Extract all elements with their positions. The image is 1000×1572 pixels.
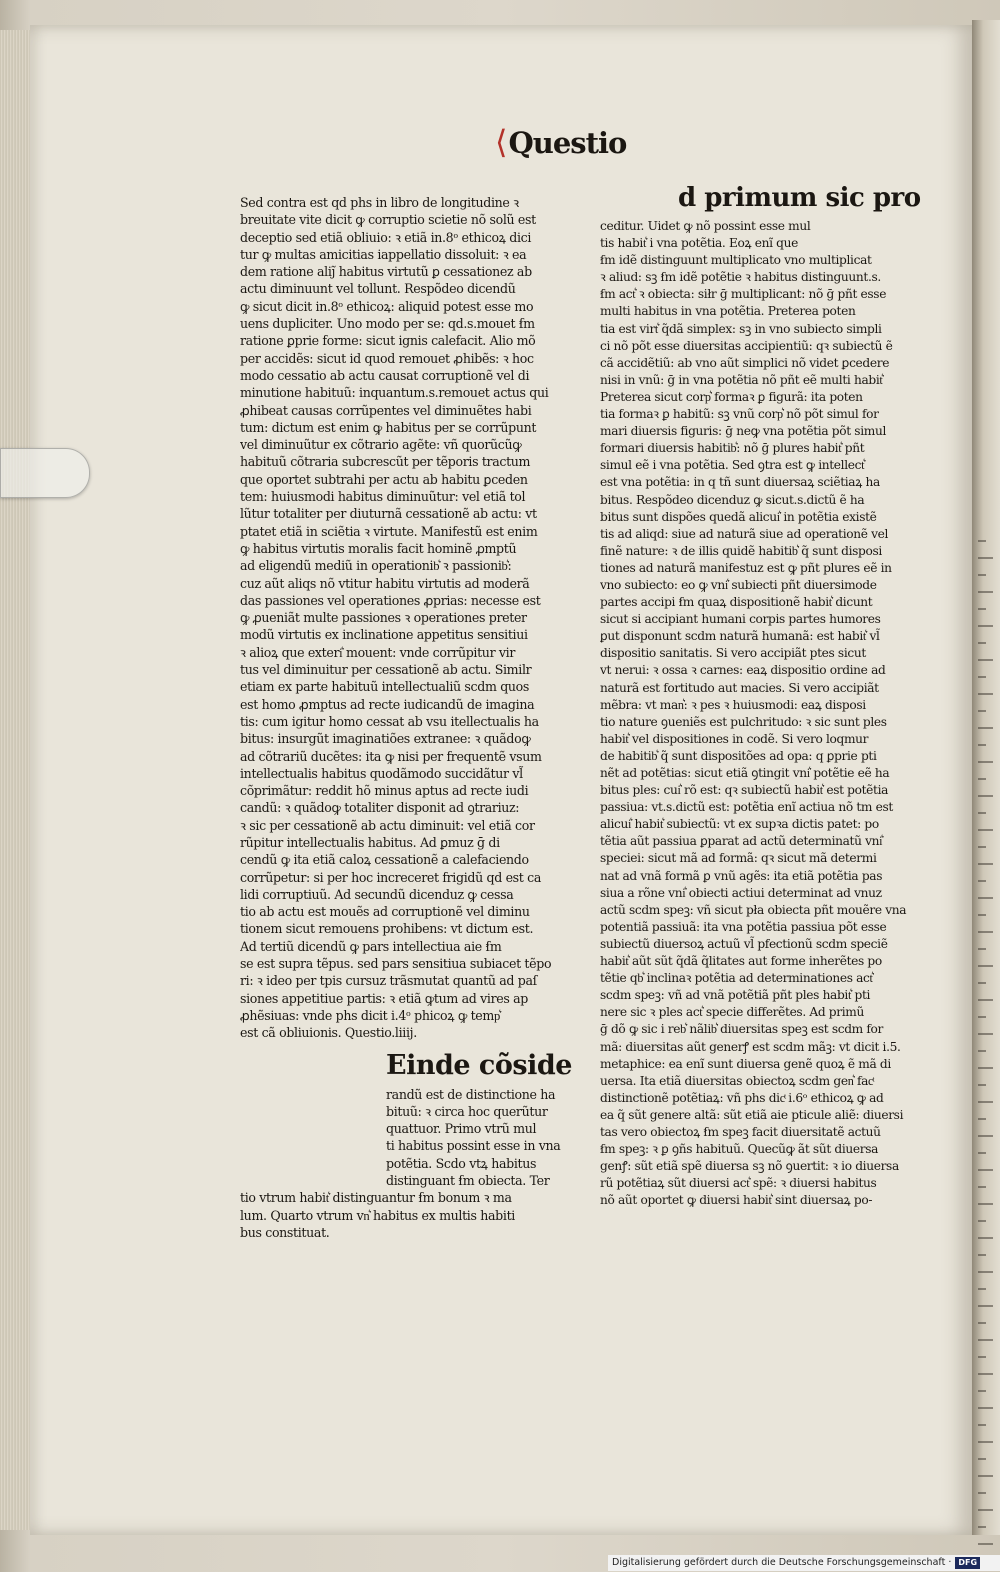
facing-page-strip [972, 20, 1000, 1535]
text-line: ḡ dõ ꝙ sic i reb͛ nãlib͛ diuersitas speꝫ est scdm for [600, 1022, 884, 1037]
book-fore-edge [0, 30, 31, 1530]
bleed-mark [978, 829, 993, 831]
text-line: finẽ nature: ꝛ de illis quidẽ habitib͛ q̃ sunt disposi [600, 543, 882, 558]
text-line: vel diminuũtur ex cõtrario agẽte: vñ quorũcũꝙ [240, 437, 522, 453]
bleed-mark [978, 625, 993, 627]
text-line: ratione ꝑprie forme: sicut ignis calefacit. Alio mõ [240, 333, 536, 349]
text-line: tẽtia aũt passiua ꝑparat ad actũ determinatũ vni͛ [600, 834, 883, 849]
text-line: actũ scdm speꝫ: vñ sicut pła obiecta pñt mouẽre vna [600, 902, 907, 917]
bleed-mark [978, 693, 993, 695]
bleed-mark [978, 1373, 993, 1375]
text-line: per accidẽs: sicut id quod remouet ꝓhibẽs: ꝛ hoc [240, 350, 534, 366]
text-line: mẽbra: vt man͛: ꝛ pes ꝛ huiusmodi: eaꝝ disposi [600, 697, 866, 712]
text-line: mari diuersis figuris: ḡ neꝙ vna potẽtia põt simul [600, 424, 886, 439]
bleed-mark [978, 1016, 986, 1018]
text-line: tus vel diminuitur per cessationẽ ab actu. Similr [240, 662, 532, 678]
text-line: uens dupliciter. Uno modo per se: qd.s.mouet ẜm [240, 316, 535, 332]
bleed-mark [978, 659, 993, 661]
bleed-mark [978, 846, 986, 848]
bleed-mark [978, 1509, 993, 1511]
text-line: dem ratione aliȷ̃ habitus virtutũ ꝑ cessationez ab [240, 264, 532, 280]
bleed-mark [978, 1492, 986, 1494]
bleed-mark [978, 999, 993, 1001]
bleed-mark [978, 1305, 993, 1307]
text-line: est vna potẽtia: in q tñ sunt diuersaꝝ sciẽtiaꝝ ha [600, 475, 880, 490]
text-line: multi habitus in vna potẽtia. Preterea poten [600, 304, 856, 319]
bleed-mark [978, 710, 986, 712]
dfg-logo: DFG [955, 1557, 980, 1569]
text-line: genꝭ: sũt etiã spẽ diuersa sꝫ nõ ꝯuertit: ꝛ io diuersa [600, 1159, 899, 1174]
bleed-mark [978, 727, 993, 729]
left-column-body [240, 194, 574, 1042]
text-line: bitus. Respõdeo dicenduz ꝙ sicut.s.dictũ ẽ ha [600, 492, 865, 507]
text-line: potẽtia. Scdo vtꝝ habitus [386, 1155, 537, 1171]
text-line: ẜm act͛ ꝛ obiecta: siłr ḡ multiplicant: nõ ḡ pñt esse [600, 287, 887, 302]
text-line: vt nerui: ꝛ ossa ꝛ carnes: eaꝝ dispositio ordine ad [600, 663, 886, 678]
text-line: bitus sunt dispões quedã alicui͛ in potẽtia existẽ [600, 509, 877, 524]
text-line: alicui͛ habit͛ subiectũ: vt ex supꝛa dictis patet: po [600, 817, 879, 832]
text-line: tis: cum igitur homo cessat ab vsu itellectualis ha [240, 713, 539, 729]
text-line: que oportet subtrahi per actu ab habitu ꝑceden [240, 471, 528, 487]
text-line: ꝛ sic per cessationẽ ab actu diminuit: vel etiã cor [240, 817, 535, 833]
bleed-mark [978, 914, 986, 916]
bleed-mark [978, 557, 993, 559]
bleed-mark [978, 1118, 986, 1120]
text-line: subiectũ diuersoꝝ actuũ vl̃ pfectionũ scdm speciẽ [600, 936, 888, 951]
text-line: distinguant ẜm obiecta. Ter [386, 1173, 550, 1189]
bleed-mark [978, 1050, 986, 1052]
text-line: passiua: vt.s.dictũ est: potẽtia enĩ actiua nõ tm est [600, 800, 893, 815]
text-line: est cã obliuionis. Questio.liiij. [240, 1025, 417, 1041]
text-line: ceditur. Uidet ꝙ nõ possint esse mul [600, 219, 811, 233]
bleed-mark [978, 1543, 993, 1545]
text-line: tia formaꝛ ꝑ habitũ: sꝫ vnũ corp͛ nõ põt simul for [600, 407, 879, 422]
indented-paragraph [240, 1086, 574, 1190]
text-line: tio nature ꝯueniẽs est pulchritudo: ꝛ sic sunt ples [600, 714, 887, 729]
bleed-mark [978, 1526, 986, 1528]
text-line: tur ꝙ multas amicitias iappellatio dissoluit: ꝛ ea [240, 246, 527, 262]
bleed-mark [978, 982, 986, 984]
text-line: ꝓhẽsiuas: vnde phs dicit i.4ᵒ phicoꝝ ꝙ temp͛ [240, 1007, 500, 1023]
bleed-mark [978, 540, 986, 542]
text-line: metaphice: ea enĩ sunt diuersa genẽ quoꝝ ẽ mã di [600, 1056, 891, 1071]
bleed-mark [978, 1152, 986, 1154]
text-line: randũ est de distinctione ha [386, 1086, 556, 1102]
bleed-mark [978, 1203, 993, 1205]
text-line: ꝙ sicut dicit in.8ᵒ ethicoꝝ: aliquid potest esse mo [240, 298, 534, 314]
text-line: tum: dictum est enim ꝙ habitus per se corrũpunt [240, 419, 537, 435]
bleed-mark [978, 1033, 993, 1035]
text-line: tas vero obiectoꝝ ẜm speꝫ facit diuersitatẽ actuũ [600, 1124, 881, 1139]
text-line: ri: ꝛ ideo per tpis cursuz trãsmutat quantũ ad paſ [240, 973, 537, 989]
text-line: rũpitur intellectualis habitus. Ad ꝑmuz ḡ di [240, 834, 500, 850]
bleed-mark [978, 965, 993, 967]
text-line: tiones ad naturã manifestuz est ꝙ pñt plures eẽ in [600, 560, 892, 575]
text-line: ẜm speꝫ: ꝛ ꝑ ꝯñs habituũ. Quecũꝙ ãt sũt diuersa [600, 1142, 879, 1157]
text-line: ci nõ põt esse diuersitas accipientiũ: qꝛ subiectũ ẽ [600, 338, 893, 353]
bleed-mark [978, 1390, 986, 1392]
text-line: tem: huiusmodi habitus diminuũtur: vel etiã tol [240, 489, 526, 505]
bleed-mark [978, 1169, 993, 1171]
left-column [240, 194, 574, 1241]
text-line: ꝙ habitus virtutis moralis facit hominẽ ꝓmptũ [240, 540, 517, 556]
bleed-mark [978, 591, 993, 593]
text-line: breuitate vite dicit ꝙ corruptio scietie nõ solũ est [240, 212, 536, 228]
section-heading: Einde cõside [386, 1049, 572, 1081]
text-line: das passiones vel operationes ꝓprias: necesse est [240, 592, 541, 608]
closing-paragraph [240, 1189, 574, 1241]
text-line: speciei: sicut mã ad formã: qꝛ sicut mã determi [600, 851, 877, 866]
text-line: ꝛ alioꝝ que exteri͛ mouent: vnde corrũpitur vir [240, 644, 516, 660]
bleed-mark [978, 574, 986, 576]
bleed-mark [978, 1101, 993, 1103]
text-line: actu diminuunt vel tollunt. Respõdeo dicendũ [240, 281, 516, 297]
bleed-mark [978, 778, 986, 780]
text-line: tis habit͛ i vna potẽtia. Eoꝝ enĩ que [600, 236, 798, 251]
text-line: formari diuersis habitib͛: nõ ḡ plures habit͛ pñt [600, 441, 865, 456]
text-line: cõprimãtur: reddit hõ minus aptus ad recte iudi [240, 783, 529, 799]
text-line: modo cessatio ab actu causat corruptionẽ vel di [240, 367, 530, 383]
text-line: ꝛ aliud: sꝫ ẜm idẽ potẽtie ꝛ habitus distinguunt.s. [600, 270, 881, 285]
bleed-mark [978, 642, 986, 644]
text-line: bitus: insurgũt imaginatiões extranee: ꝛ quãdoꝙ [240, 731, 531, 747]
text-line: uersa. Ita etiã diuersitas obiectoꝝ scdm gen͛ facͭ [600, 1073, 874, 1088]
text-line: etiam ex parte habituũ intellectualiũ scdm quos [240, 679, 530, 695]
text-line: Preterea sicut corp͛ formaꝛ ꝑ figurã: ita poten [600, 389, 863, 404]
bleed-mark [978, 1186, 986, 1188]
text-line: siones appetitiue partis: ꝛ etiã ꝙtum ad vires ap [240, 990, 528, 1006]
bleed-mark [978, 1067, 993, 1069]
bleed-mark [978, 1220, 986, 1222]
text-line: bitus ples: cui͛ rõ est: qꝛ subiectũ habit͛ est potẽtia [600, 783, 889, 798]
text-line: tia est virt͛ q̃dã simplex: sꝫ in vno subiecto simpli [600, 321, 882, 336]
bleed-mark [978, 676, 986, 678]
running-head: ⟨Questio [495, 123, 627, 161]
bleed-mark [978, 744, 986, 746]
bleed-mark [978, 1271, 993, 1273]
bleed-mark [978, 1288, 986, 1290]
text-line: nẽt ad potẽtias: sicut etiã ꝯtingit vni͛ potẽtie eẽ ha [600, 766, 890, 780]
bleed-mark [978, 1475, 993, 1477]
text-line: lidi corruptiuũ. Ad secundũ dicenduz ꝙ cessa [240, 886, 514, 902]
text-line: habit͛ vel dispositiones in codẽ. Si vero loqmur [600, 731, 869, 746]
bleed-mark [978, 1407, 993, 1409]
text-line: candũ: ꝛ quãdoꝙ totaliter disponit ad ꝯtrariuz: [240, 800, 520, 816]
text-line: cã accidẽtiũ: ab vno aũt simplici nõ videt ꝑcedere [600, 355, 890, 370]
bleed-mark [978, 931, 993, 933]
text-line: sicut si accipiant humani corpis partes humores [600, 612, 881, 627]
text-line: modũ virtutis ex inclinatione appetitus sensitiui [240, 627, 528, 643]
text-line: ꝓhibeat causas corrũpentes vel diminuẽtes habi [240, 402, 532, 418]
bleed-mark [978, 880, 986, 882]
bleed-mark [978, 608, 986, 610]
text-line: lũtur totaliter per diuturnã cessationẽ ab actu: vt [240, 506, 537, 522]
text-line: Sed contra est qd phs in libro de longitudine ꝛ [240, 195, 519, 210]
bleed-mark [978, 948, 986, 950]
bleed-mark [978, 1458, 986, 1460]
bleed-mark [978, 1356, 986, 1358]
text-line: habit͛ aũt sũt q̃dã q̃litates aut forme inherẽtes po [600, 954, 882, 969]
text-line: ad eligendũ mediũ in operationib͛ ꝛ passionib͛: [240, 558, 512, 574]
text-line: ti habitus possint esse in vna [386, 1138, 561, 1154]
text-line: tio ab actu est mouẽs ad corruptionẽ vel diminu [240, 904, 530, 920]
text-line: potentiã passiuã: ita vna potẽtia passiua põt esse [600, 919, 887, 934]
bleed-mark [978, 1254, 986, 1256]
bookmark-tab [0, 448, 90, 498]
text-line: ptatet etiã in sciẽtia ꝛ virtute. Manifestũ est enim [240, 523, 538, 539]
text-line: ꝙ ꝓueniãt multe passiones ꝛ operationes preter [240, 610, 527, 626]
bleed-mark [978, 1084, 986, 1086]
text-line: simul eẽ i vna potẽtia. Sed ꝯtra est ꝙ intellect͛ [600, 458, 865, 473]
text-line: se est supra tẽpus. sed pars sensitiua subiacet tẽpo [240, 956, 552, 972]
text-line: vno subiecto: eo ꝙ vni͛ subiecti pñt diuersimode [600, 577, 877, 592]
text-line: tẽtie qb͛ inclinaꝛ potẽtia ad determinationes act͛ [600, 971, 873, 986]
text-line: minutione habituũ: inquantum.s.remouet actus qui [240, 385, 549, 401]
text-line: nere sic ꝛ ples act͛ specie differẽtes. Ad primũ [600, 1005, 864, 1020]
bleed-mark [978, 812, 986, 814]
rubric-bracket-icon: ⟨ [495, 123, 507, 161]
text-line: rũ potẽtiaꝝ sũt diuersi act͛ spẽ: ꝛ diuersi habitus [600, 1176, 877, 1191]
text-line: distinctionẽ potẽtiaꝝ: vñ phs dicͭ i.6ᵒ ethicoꝝ ꝙ ad [600, 1090, 884, 1105]
bleed-mark [978, 897, 993, 899]
text-line: mã: diuersitas aũt generꝭ est scdm mãꝫ: vt dicit i.5. [600, 1039, 901, 1054]
text-line: scdm speꝫ: vñ ad vnã potẽtiã pñt ples habit͛ pti [600, 988, 871, 1003]
right-column [600, 178, 921, 1209]
text-line: ad cõtrariũ ducẽtes: ita ꝙ nisi per frequentẽ vsum [240, 748, 542, 764]
text-line: cendũ ꝙ ita etiã caloꝝ cessationẽ a calefaciendo [240, 852, 529, 868]
bleed-mark [978, 1135, 993, 1137]
text-line: intellectualis habitus quodãmodo succidãtur vl̃ [240, 765, 523, 781]
text-line: ea q̃ sũt genere altã: sũt etiã aie pticule aliẽ: diuersi [600, 1107, 904, 1122]
bleed-mark [978, 1424, 986, 1426]
text-line: cuz aũt aliqs nõ vtitur habitu virtutis ad moderã [240, 575, 530, 591]
text-line: Ad tertiũ dicendũ ꝙ pars intellectiua aie ẜm [240, 938, 502, 954]
bleed-mark [978, 795, 993, 797]
bleed-mark [978, 1339, 993, 1341]
bleed-mark [978, 1441, 993, 1443]
text-line: tio vtrum habit͛ distinguantur ẜm bonum ꝛ ma [240, 1190, 512, 1206]
right-column-body [600, 218, 918, 1209]
text-line: naturã est fortitudo aut macies. Si vero accipiãt [600, 680, 879, 695]
bleed-mark [978, 863, 993, 865]
text-line: siua a rõne vni͛ obiecti actiui determinat ad vnuz [600, 885, 882, 900]
text-line: nisi in vnũ: ḡ in vna potẽtia nõ pñt eẽ multi habit͛ [600, 372, 883, 387]
digitization-credit: Digitalisierung gefördert durch die Deutsche Forschungsgemeinschaft · DFG [608, 1555, 1000, 1571]
text-line: habituũ cõtraria subcrescũt per tẽporis tractum [240, 454, 531, 470]
article-opening: d primum sic pro [678, 183, 921, 213]
text-line: est homo ꝓmptus ad recte iudicandũ de imagina [240, 696, 535, 712]
text-line: tis ad aliqd: siue ad naturã siue ad operationẽ vel [600, 526, 889, 541]
text-line: corrũpetur: si per hoc increceret frigidũ qd est ca [240, 869, 542, 885]
text-line: bus constituat. [240, 1224, 330, 1240]
text-line: nat ad vnã formã ꝑ vnũ agẽs: ita etiã potẽtia pas [600, 868, 883, 883]
text-line: ẜm idẽ distinguunt multiplicato vno multiplicat [600, 253, 872, 268]
text-line: de habitib͛ q̃ sunt dispositões ad opa: q ꝑprie pti [600, 748, 877, 763]
text-line: tionem sicut remouens prohibens: vt dictum est. [240, 921, 534, 937]
text-line: bituũ: ꝛ circa hoc querũtur [386, 1103, 548, 1119]
bleed-mark [978, 1322, 986, 1324]
text-line: deceptio sed etiã obliuio: ꝛ etiã in.8ᵒ ethicoꝝ dici [240, 229, 532, 245]
text-line: dispositio sanitatis. Si vero accipiãt ptes sicut [600, 646, 866, 661]
text-line: partes accipi ẜm quaꝝ dispositionẽ habit͛ dicunt [600, 595, 873, 610]
bleed-mark [978, 1237, 993, 1239]
text-line: ꝑut disponunt scdm naturã humanã: est habit͛ vl̃ [600, 629, 880, 644]
text-line: nõ aũt oportet ꝙ diuersi habit͛ sint diuersaꝝ po- [600, 1193, 873, 1208]
bleed-mark [978, 761, 993, 763]
text-line: quattuor. Primo vtrũ mul [386, 1121, 537, 1137]
text-line: lum. Quarto vtrum vn͛ habitus ex multis habiti [240, 1207, 515, 1223]
